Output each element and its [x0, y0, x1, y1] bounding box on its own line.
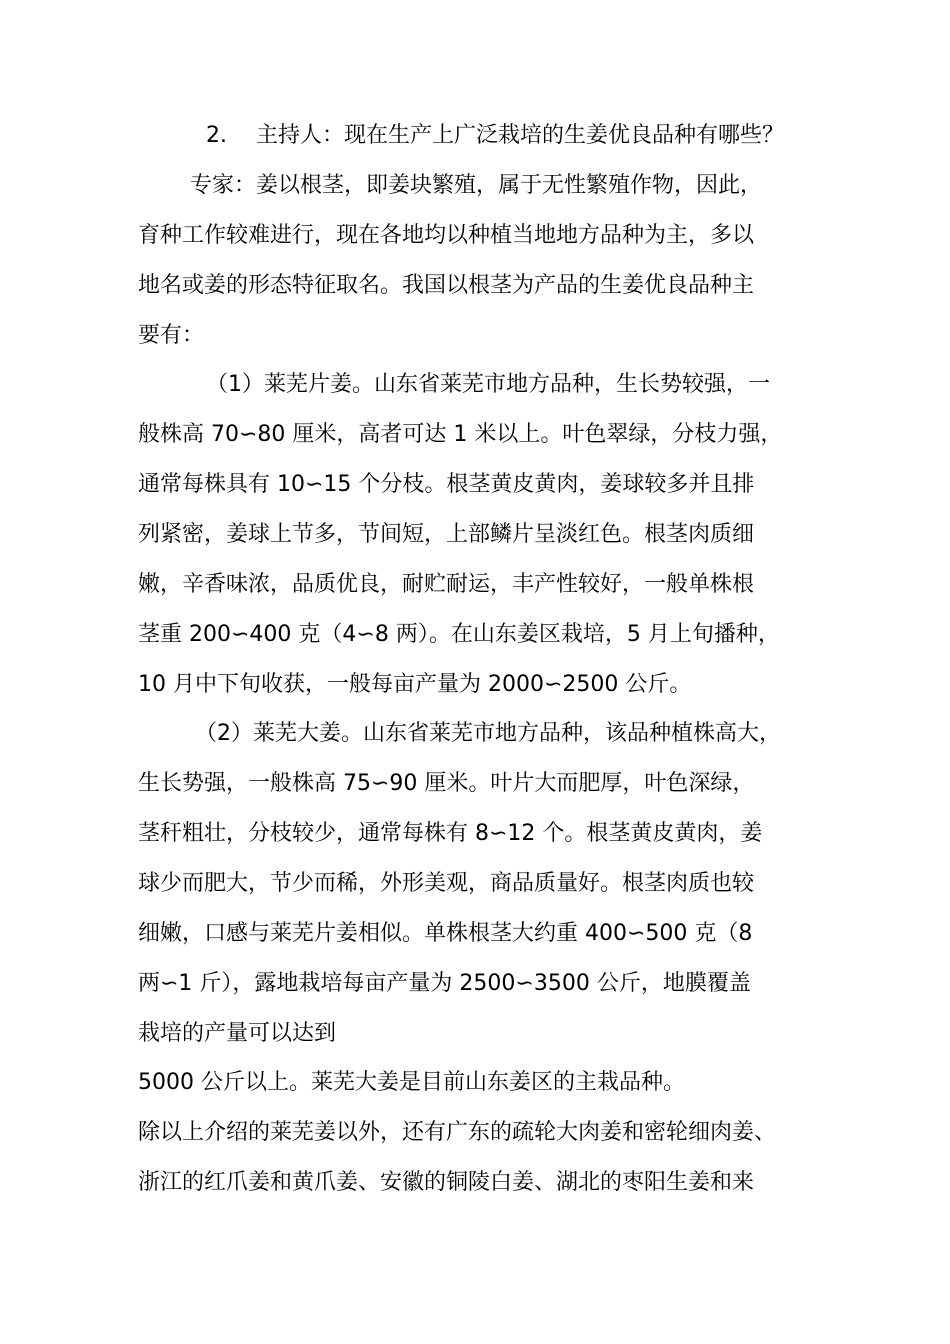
- paragraph-line: 5000 公斤以上。莱芜大姜是目前山东姜区的主栽品种。: [138, 1070, 685, 1095]
- paragraph-line: 生长势强，一般株高 75∽90 厘米。叶片大而肥厚，叶色深绿，: [138, 771, 755, 796]
- paragraph-line: 除以上介绍的莱芜姜以外，还有广东的疏轮大肉姜和密轮细肉姜、: [138, 1120, 777, 1145]
- paragraph-line: 球少而肥大，节少而稀，外形美观，商品质量好。根茎肉质也较: [138, 871, 755, 896]
- paragraph-line: 嫩，辛香味浓，品质优良，耐贮耐运，丰产性较好，一般单株根: [138, 572, 755, 597]
- paragraph-line: 茎重 200∽400 克（4∽8 两）。在山东姜区栽培，5 月上旬播种，: [138, 622, 780, 647]
- question-text: 主持人：现在生产上广泛栽培的生姜优良品种有哪些？: [256, 123, 785, 148]
- paragraph-line: 地名或姜的形态特征取名。我国以根茎为产品的生姜优良品种主: [138, 273, 755, 298]
- paragraph-line: 茎秆粗壮，分枝较少，通常每株有 8∽12 个。根茎黄皮黄肉，姜: [138, 821, 763, 846]
- paragraph-line: （1）莱芜片姜。山东省莱芜市地方品种，生长势较强，一: [206, 372, 770, 397]
- question-number: 2.: [206, 123, 227, 148]
- paragraph-line: （2）莱芜大姜。山东省莱芜市地方品种，该品种植株高大，: [195, 721, 781, 746]
- paragraph-line: 列紧密，姜球上节多，节间短，上部鳞片呈淡红色。根茎肉质细: [138, 522, 755, 547]
- paragraph-line: 通常每株具有 10∽15 个分枝。根茎黄皮黄肉，姜球较多并且排: [138, 472, 755, 497]
- paragraph-line: 细嫩，口感与莱芜片姜相似。单株根茎大约重 400∽500 克（8: [138, 921, 753, 946]
- paragraph-line: 浙江的红爪姜和黄爪姜、安徽的铜陵白姜、湖北的枣阳生姜和来: [138, 1170, 755, 1195]
- paragraph-line: 般株高 70∽80 厘米，高者可达 1 米以上。叶色翠绿，分枝力强，: [138, 422, 783, 447]
- paragraph-line: 专家：姜以根茎，即姜块繁殖，属于无性繁殖作物，因此，: [190, 173, 763, 198]
- paragraph-line: 栽培的产量可以达到: [138, 1021, 337, 1046]
- paragraph-line: 要有：: [138, 323, 205, 348]
- paragraph-line: 10 月中下旬收获，一般每亩产量为 2000∽2500 公斤。: [138, 672, 692, 697]
- paragraph-line: 育种工作较难进行，现在各地均以种植当地地方品种为主，多以: [138, 223, 755, 248]
- paragraph-line: 两∽1 斤），露地栽培每亩产量为 2500∽3500 公斤，地膜覆盖: [138, 971, 751, 996]
- question-line: [138, 121, 818, 151]
